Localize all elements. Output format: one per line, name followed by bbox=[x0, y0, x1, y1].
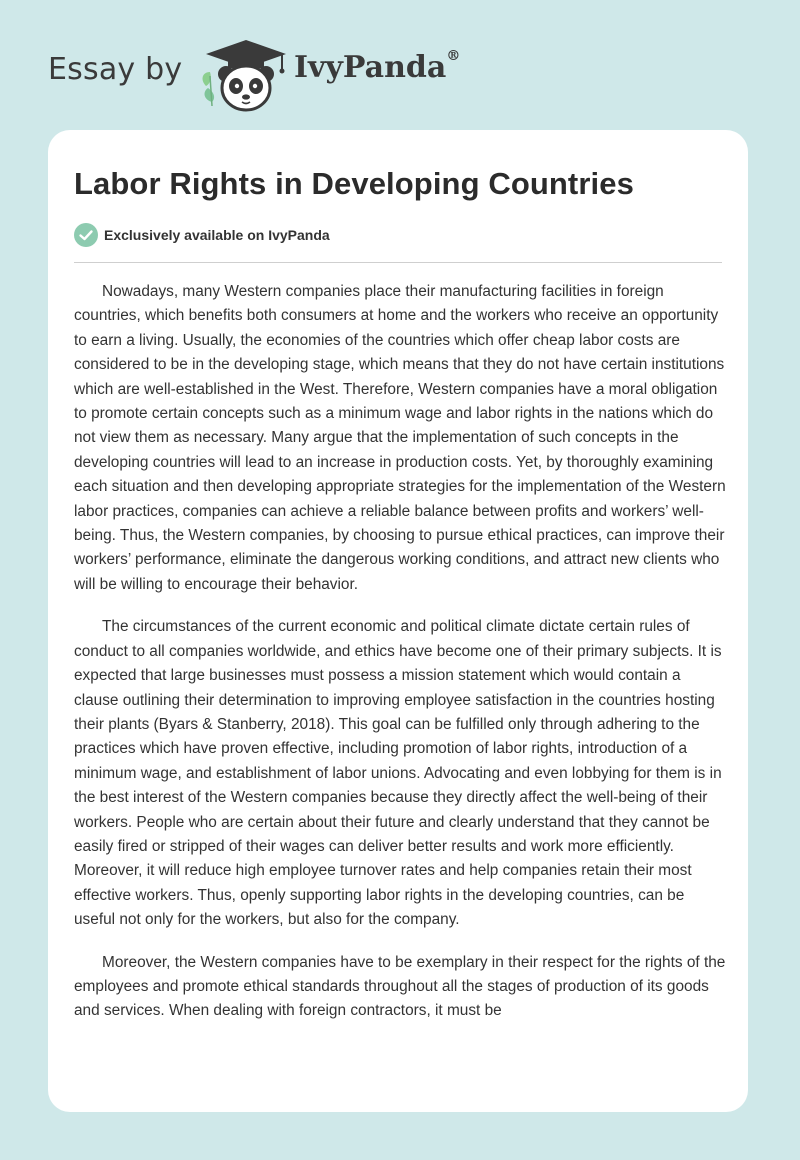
page-title: Labor Rights in Developing Countries bbox=[74, 166, 634, 201]
essay-by-label: Essay by bbox=[48, 52, 183, 87]
paragraph: Nowadays, many Western companies place their manufacturing facilities in foreign countries, which benefits both consumers at home and the workers who receive an opportunity to earn a living. Usually, the economies of the countries which offer cheap labor costs are considered to be in the developing stage, which means that they do not have certain institutions which are well-established in the West. Therefore, Western companies have a moral obligation to promote certain concepts such as a minimum wage and labor rights in the nations which do not view them as necessary. Many argue that the implementation of such concepts in the developing countries will lead to an increase in production costs. Yet, by thoroughly examining each situation and then developing appropriate strategies for the implementation of the Western labor practices, companies can achieve a reliable balance between profits and workers’ well-being. Thus, the Western companies, by choosing to pursue ethical practices, can improve their workers’ performance, eliminate the dangerous working conditions, and attract new clients who will be willing to encourage their behavior. bbox=[74, 283, 726, 593]
site-header bbox=[0, 0, 800, 130]
panda-logo-icon[interactable] bbox=[198, 36, 294, 114]
check-circle-icon bbox=[74, 223, 98, 247]
paragraph: Moreover, the Western companies have to be exemplary in their respect for the rights of the employees and promote ethical standards throughout all the stages of production of its goods and services. When dealing with foreign contractors, it must be bbox=[74, 953, 726, 1020]
registered-mark: ® bbox=[446, 48, 461, 64]
essay-card bbox=[48, 130, 748, 1112]
exclusive-label: Exclusively available on IvyPanda bbox=[104, 227, 330, 243]
brand-text: IvyPanda bbox=[294, 50, 447, 85]
paragraph: The circumstances of the current economic and political climate dictate certain rules of conduct to all companies worldwide, and ethics have become one of their primary subjects. It is expected that large businesses must possess a mission statement which would contain a clause outlining their determination to improving employee satisfaction in the countries hosting their plants (Byars & Stanberry, 2018). This goal can be fulfilled only through adhering to the practices which have proven effective, including promotion of labor rights, introduction of a minimum wage, and establishment of labor unions. Advocating and even lobbying for them is in the best interest of the Western companies because they directly affect the well-being of their workers. People who are certain about their future and clearly understand that they cannot be easily fired or stripped of their wages can deliver better results and work more efficiently. Moreover, it will reduce high employee turnover rates and help companies retain their most effective workers. Thus, openly supporting labor rights in the developing countries, can be useful not only for the workers, but also for the company. bbox=[74, 618, 722, 929]
essay-body bbox=[74, 280, 726, 1042]
exclusive-badge bbox=[74, 222, 330, 248]
brand-name[interactable] bbox=[294, 50, 460, 85]
divider bbox=[74, 262, 722, 263]
